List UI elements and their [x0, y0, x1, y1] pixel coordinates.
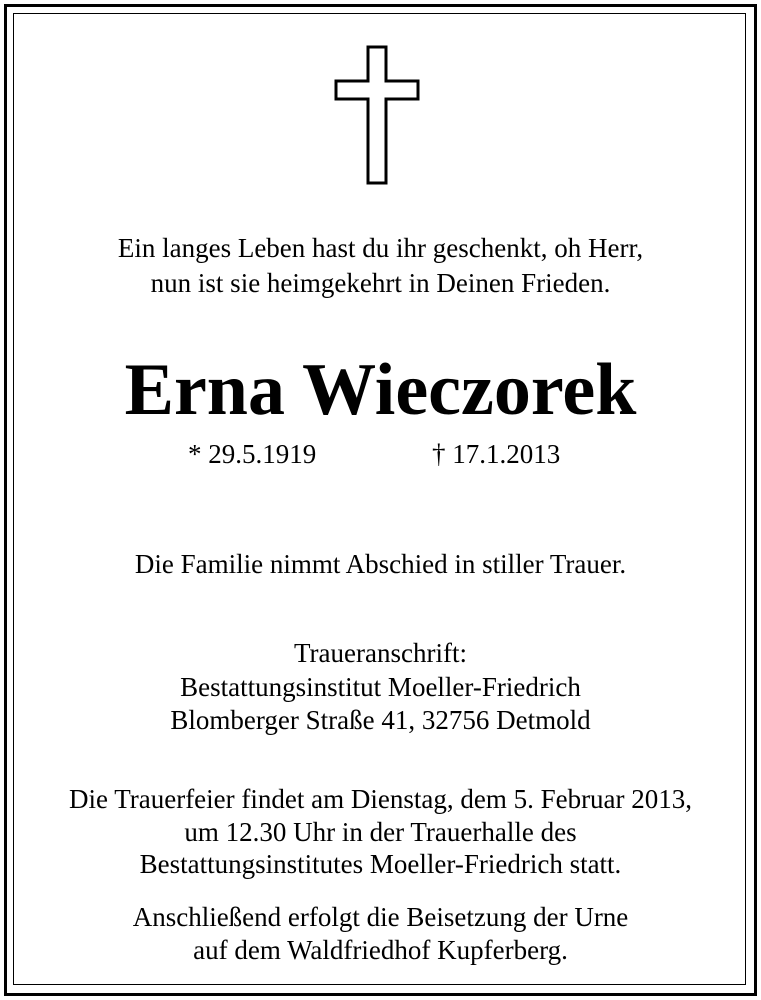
burial-line-2: auf dem Waldfriedhof Kupferberg.: [193, 935, 568, 965]
burial-line-1: Anschließend erfolgt die Beisetzung der Urne: [132, 902, 629, 932]
birth-date: * 29.5.1919: [188, 439, 317, 469]
farewell-text: Die Familie nimmt Abschied in stiller Trauer.: [134, 549, 627, 579]
ceremony-line-3: Bestattungsinstitutes Moeller-Friedrich statt.: [139, 849, 622, 879]
cross-icon: [334, 45, 420, 185]
ceremony-line-2: um 12.30 Uhr in der Trauerhalle des: [184, 817, 577, 847]
address-heading: Traueranschrift:: [294, 638, 467, 668]
verse-line-2: nun ist sie heimgekehrt in Deinen Frieden.: [150, 268, 611, 298]
death-date: † 17.1.2013: [432, 439, 561, 469]
ceremony-line-1: Die Trauerfeier findet am Dienstag, dem 5. Februar 2013,: [68, 784, 693, 814]
deceased-name: Erna Wieczorek: [124, 349, 637, 431]
address-institute: Bestattungsinstitut Moeller-Friedrich: [180, 672, 581, 702]
verse-line-1: Ein langes Leben hast du ihr geschenkt, oh Herr,: [117, 233, 644, 263]
address-street: Blomberger Straße 41, 32756 Detmold: [170, 705, 591, 735]
